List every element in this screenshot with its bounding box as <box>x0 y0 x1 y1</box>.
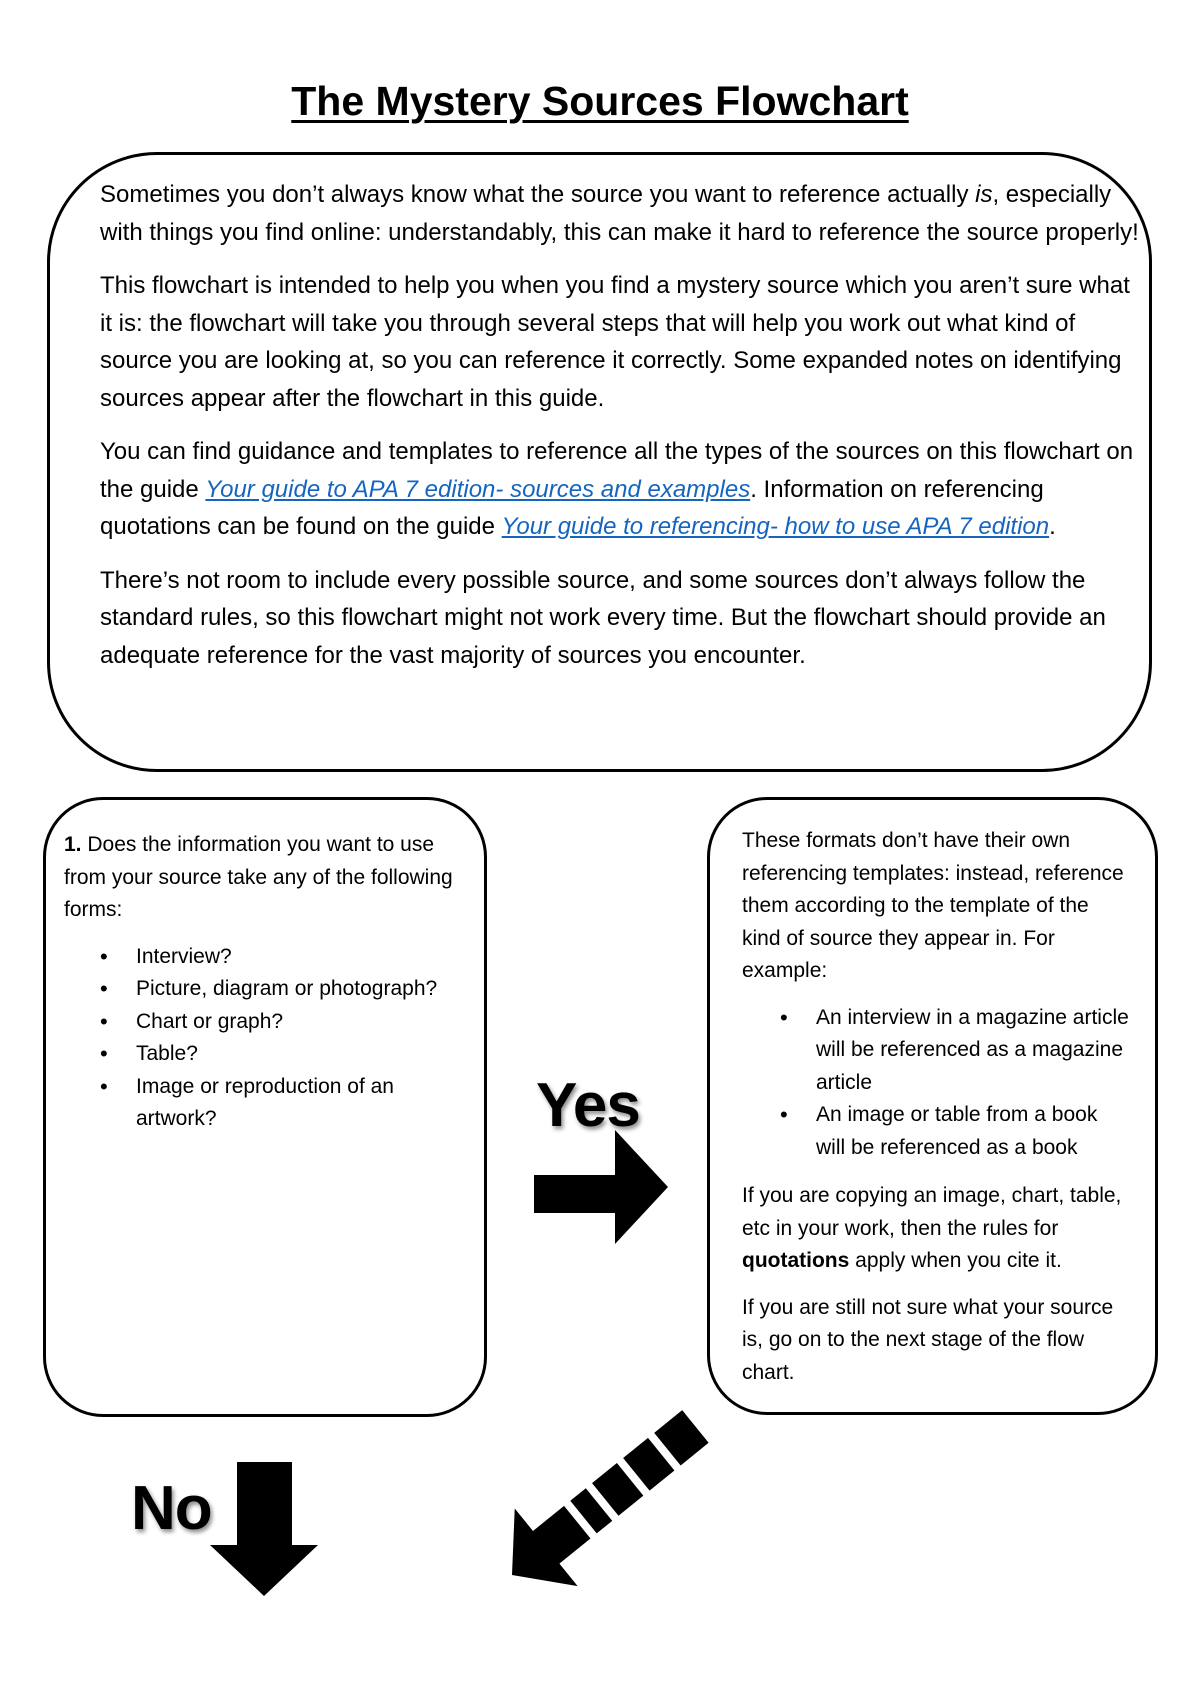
list-item: • Interview? <box>136 941 474 974</box>
list-item: • Picture, diagram or photograph? <box>136 973 474 1006</box>
list-item: • Image or reproduction of an artwork? <box>136 1071 474 1136</box>
list-item: • Table? <box>136 1038 474 1071</box>
answer-intro: These formats don’t have their own referencing templates: instead, reference them according to the template of the kind of source they appear in. For example: <box>742 829 1124 982</box>
intro-paragraph-4: There’s not room to include every possible source, and some sources don’t always follow the standard rules, so this flowchart might not work every time. But the flowchart should provide an adequate reference for the vast majority of sources you encounter. <box>100 566 1106 669</box>
diagonal-arrow-down-left-icon <box>481 1388 727 1614</box>
list-item: • Chart or graph? <box>136 1006 474 1039</box>
no-arrow-down-icon <box>210 1462 318 1596</box>
intro-paragraph-3: You can find guidance and templates to reference all the types of the sources on this flowchart on the guide Your guide to APA 7 edition- sources and examples. Information on referencing quotations can be found on the guide Your guide to referencing- how to use APA 7 edition. <box>100 438 1134 540</box>
answer-quotations-note: If you are copying an image, chart, table, etc in your work, then the rules for quotations apply when you cite it. <box>742 1184 1122 1272</box>
question-prompt: 1. Does the information you want to use from your source take any of the following forms: <box>64 833 453 921</box>
apa-referencing-guide-link[interactable]: Your guide to referencing- how to use APA 7 edition <box>501 513 1050 540</box>
no-label: No <box>131 1474 212 1543</box>
yes-label: Yes <box>536 1071 640 1140</box>
list-item: • An image or table from a book will be referenced as a book <box>816 1099 1132 1164</box>
intro-paragraph-2: This flowchart is intended to help you when you find a mystery source which you aren’t sure what it is: the flowchart will take you through several steps that will help you work out what kind of source you are looking at, so you can reference it correctly. Some expanded notes on identifying sources appear after the flowchart in this guide. <box>100 272 1130 412</box>
question-number: 1. <box>64 833 82 856</box>
answer-next-stage-note: If you are still not sure what your source is, go on to the next stage of the flow chart. <box>742 1295 1114 1384</box>
apa-sources-examples-link[interactable]: Your guide to APA 7 edition- sources and examples <box>205 475 751 503</box>
intro-paragraph-1: Sometimes you don’t always know what the source you want to reference actually is, especially with things you find online: understandably, this can make it hard to reference the source properly! <box>100 181 1139 246</box>
page-title: The Mystery Sources Flowchart <box>291 78 909 124</box>
yes-arrow-right-icon <box>534 1130 668 1244</box>
list-item: • An interview in a magazine article will be referenced as a magazine article <box>816 1002 1132 1100</box>
